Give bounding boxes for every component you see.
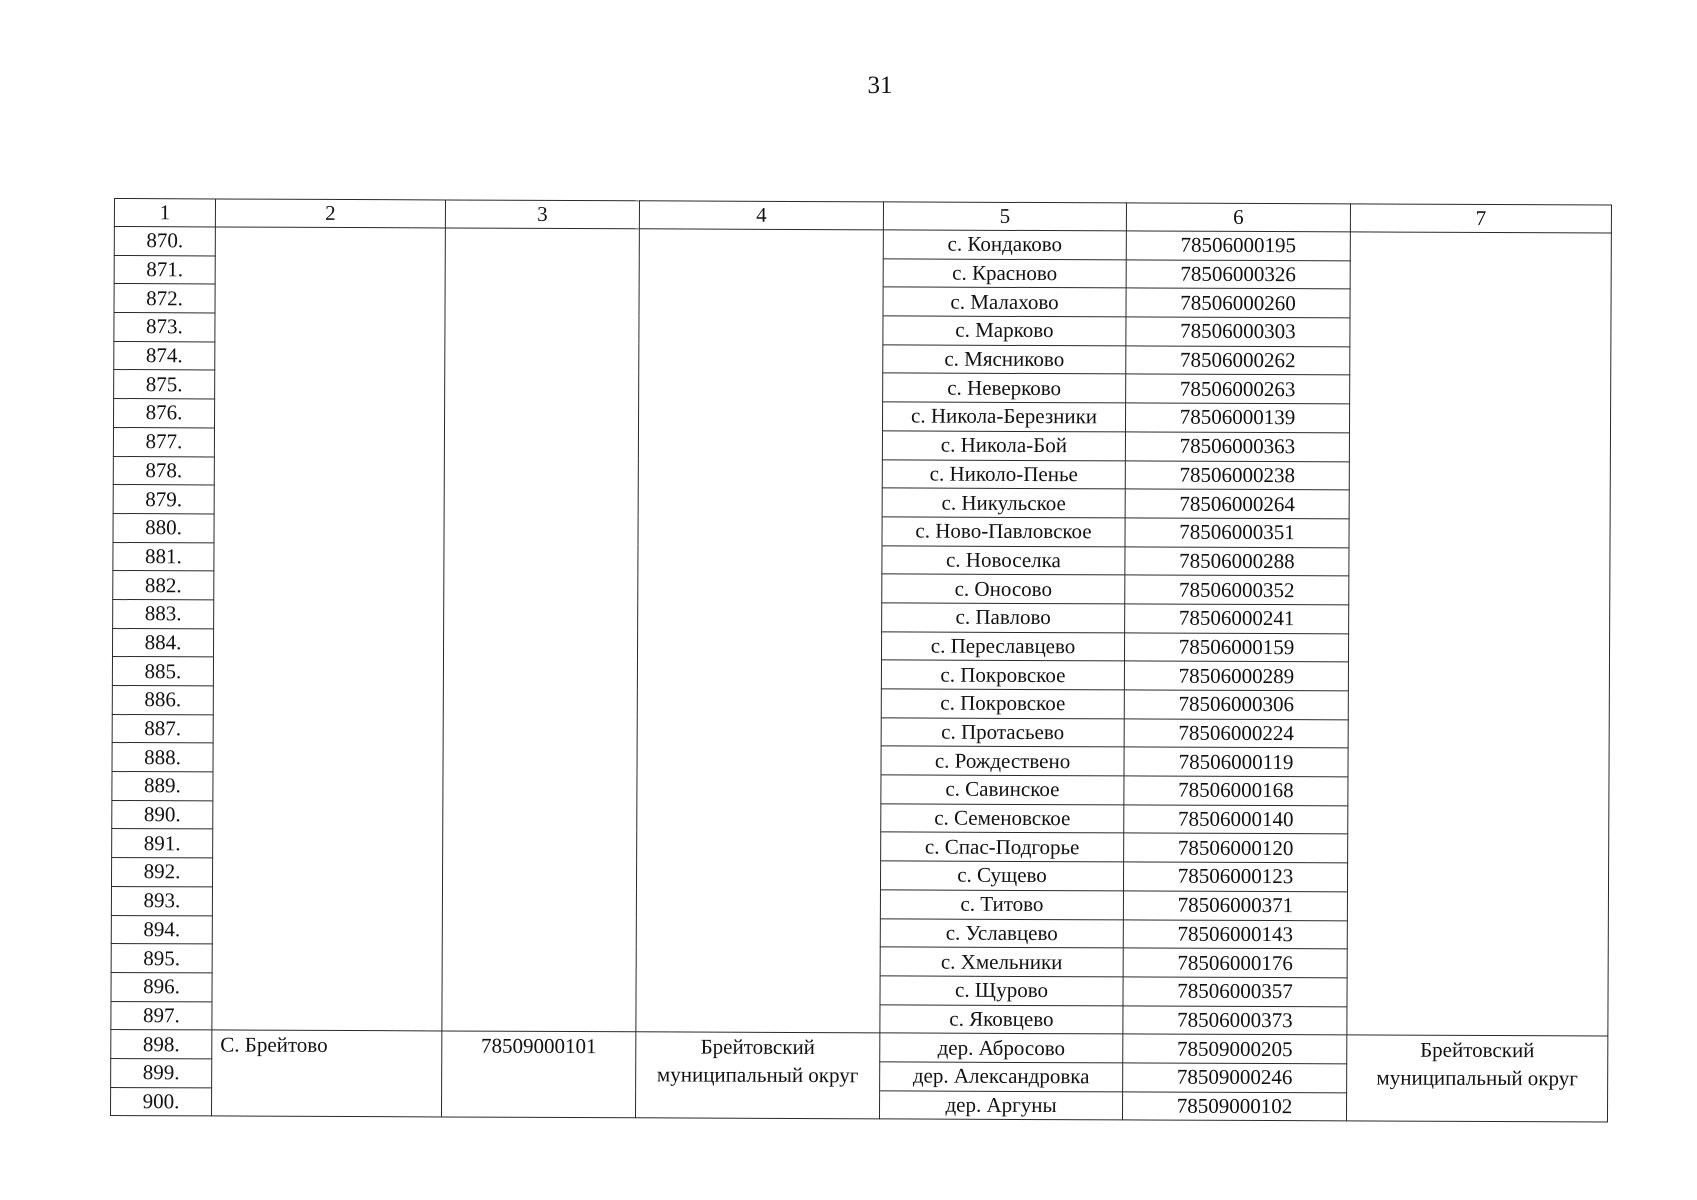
center-cell: С. Брейтово <box>211 1030 441 1117</box>
settlement-code: 78506000168 <box>1124 776 1348 806</box>
header-cell: 4 <box>639 201 883 230</box>
settlement-name: с. Рождествено <box>881 746 1124 776</box>
center-cell <box>212 227 446 1031</box>
row-number: 871. <box>114 255 215 284</box>
settlement-name: с. Никола-Бой <box>882 431 1125 461</box>
row-number: 894. <box>111 915 212 944</box>
settlement-name: с. Оносово <box>882 574 1125 604</box>
settlement-code: 78506000303 <box>1126 317 1350 347</box>
row-number: 877. <box>113 427 214 456</box>
settlement-code: 78506000238 <box>1125 460 1349 490</box>
settlement-name: с. Переславцево <box>881 631 1124 661</box>
settlement-code: 78506000159 <box>1124 633 1348 663</box>
settlement-name: с. Новоселка <box>882 545 1125 575</box>
row-number: 896. <box>111 972 212 1001</box>
settlement-code: 78506000119 <box>1124 747 1348 777</box>
table-row <box>114 227 1611 262</box>
table-row <box>111 1030 1608 1065</box>
row-number: 878. <box>113 456 214 485</box>
settlement-name: дер. Абросово <box>880 1033 1123 1063</box>
settlement-code: 78506000262 <box>1126 346 1350 376</box>
row-number: 873. <box>114 313 215 342</box>
row-number: 891. <box>112 829 213 858</box>
header-cell: 6 <box>1126 203 1350 232</box>
municipality-cell <box>636 229 884 1033</box>
center-code-cell <box>442 228 640 1032</box>
settlement-name: с. Никульское <box>882 488 1125 518</box>
settlements-table <box>110 198 1612 1123</box>
row-number: 879. <box>113 485 214 514</box>
row-number: 887. <box>112 714 213 743</box>
settlement-code: 78506000140 <box>1124 805 1348 835</box>
settlement-name: с. Покровское <box>881 689 1124 719</box>
row-number: 883. <box>113 599 214 628</box>
settlement-code: 78506000195 <box>1126 231 1350 261</box>
settlement-name: с. Кондаково <box>883 230 1126 260</box>
municipality-cell: Брейтовский муниципальный округ <box>635 1032 879 1119</box>
row-number: 875. <box>114 370 215 399</box>
row-number: 899. <box>111 1058 212 1087</box>
row-number: 900. <box>110 1087 211 1116</box>
settlement-code: 78509000246 <box>1123 1063 1347 1093</box>
header-cell: 1 <box>114 199 215 227</box>
row-number: 870. <box>114 227 215 256</box>
row-number: 885. <box>112 657 213 686</box>
settlement-name: с. Мясниково <box>883 345 1126 375</box>
center-code-cell: 78509000101 <box>441 1031 635 1118</box>
settlement-code: 78506000371 <box>1123 891 1347 921</box>
header-cell: 3 <box>445 200 639 229</box>
settlement-code: 78506000263 <box>1126 374 1350 404</box>
settlement-code: 78506000373 <box>1123 1005 1347 1035</box>
settlement-name: с. Малахово <box>883 287 1126 317</box>
settlement-name: с. Павлово <box>882 603 1125 633</box>
settlement-name: с. Никола-Березники <box>882 402 1125 432</box>
settlement-code: 78506000176 <box>1123 948 1347 978</box>
settlement-code: 78506000241 <box>1125 604 1349 634</box>
settlement-code: 78509000205 <box>1123 1034 1347 1064</box>
settlement-code: 78506000363 <box>1125 432 1349 462</box>
page-number: 31 <box>867 72 893 99</box>
settlement-name: с. Сущево <box>880 861 1123 891</box>
settlement-name: с. Щурово <box>880 976 1123 1006</box>
row-number: 893. <box>111 886 212 915</box>
settlement-code: 78506000123 <box>1123 862 1347 892</box>
row-number: 892. <box>111 858 212 887</box>
row-number: 890. <box>112 800 213 829</box>
settlement-name: с. Покровское <box>881 660 1124 690</box>
settlement-code: 78506000264 <box>1125 489 1349 519</box>
settlement-name: с. Савинское <box>881 775 1124 805</box>
row-number: 888. <box>112 743 213 772</box>
settlement-name: с. Семеновское <box>881 804 1124 834</box>
settlement-name: с. Марково <box>883 316 1126 346</box>
row-number: 884. <box>112 628 213 657</box>
row-number: 897. <box>111 1001 212 1030</box>
row-number: 889. <box>112 772 213 801</box>
row-number: 874. <box>114 341 215 370</box>
settlement-name: с. Протасьево <box>881 718 1124 748</box>
settlement-name: с. Неверково <box>883 373 1126 403</box>
header-cell: 2 <box>215 199 445 228</box>
settlement-code: 78506000326 <box>1126 260 1350 290</box>
settlement-name: с. Ново-Павловское <box>882 517 1125 547</box>
header-cell: 7 <box>1350 204 1611 233</box>
settlement-code: 78506000120 <box>1124 833 1348 863</box>
settlement-code: 78506000288 <box>1125 546 1349 576</box>
row-number: 886. <box>112 685 213 714</box>
settlement-code: 78506000139 <box>1125 403 1349 433</box>
settlement-code: 78506000143 <box>1123 919 1347 949</box>
settlement-code: 78506000357 <box>1123 977 1347 1007</box>
settlement-name: с. Титово <box>880 890 1123 920</box>
row-number: 880. <box>113 513 214 542</box>
row-number: 872. <box>114 284 215 313</box>
row-number: 895. <box>111 944 212 973</box>
header-cell: 5 <box>883 202 1126 231</box>
settlement-code: 78506000224 <box>1124 719 1348 749</box>
row-number: 881. <box>113 542 214 571</box>
settlement-code: 78506000352 <box>1125 575 1349 605</box>
settlement-code: 78506000289 <box>1124 661 1348 691</box>
settlement-name: дер. Александровка <box>880 1062 1123 1092</box>
settlement-name: с. Яковцево <box>880 1004 1123 1034</box>
settlement-name: с. Красново <box>883 259 1126 289</box>
row-number: 882. <box>113 571 214 600</box>
settlement-code: 78506000306 <box>1124 690 1348 720</box>
settlement-name: с. Уславцево <box>880 918 1123 948</box>
settlement-name: с. Николо-Пенье <box>882 459 1125 489</box>
settlement-code: 78509000102 <box>1122 1092 1346 1122</box>
settlement-name: с. Спас-Подгорье <box>881 832 1124 862</box>
row-number: 898. <box>111 1030 212 1059</box>
settlement-code: 78506000351 <box>1125 518 1349 548</box>
municipality-col7-cell: Брейтовский муниципальный округ <box>1346 1035 1607 1122</box>
settlement-name: дер. Аргуны <box>879 1090 1122 1120</box>
row-number: 876. <box>113 399 214 428</box>
settlement-name: с. Хмельники <box>880 947 1123 977</box>
municipality-col7-cell <box>1347 232 1612 1036</box>
settlement-code: 78506000260 <box>1126 288 1350 318</box>
